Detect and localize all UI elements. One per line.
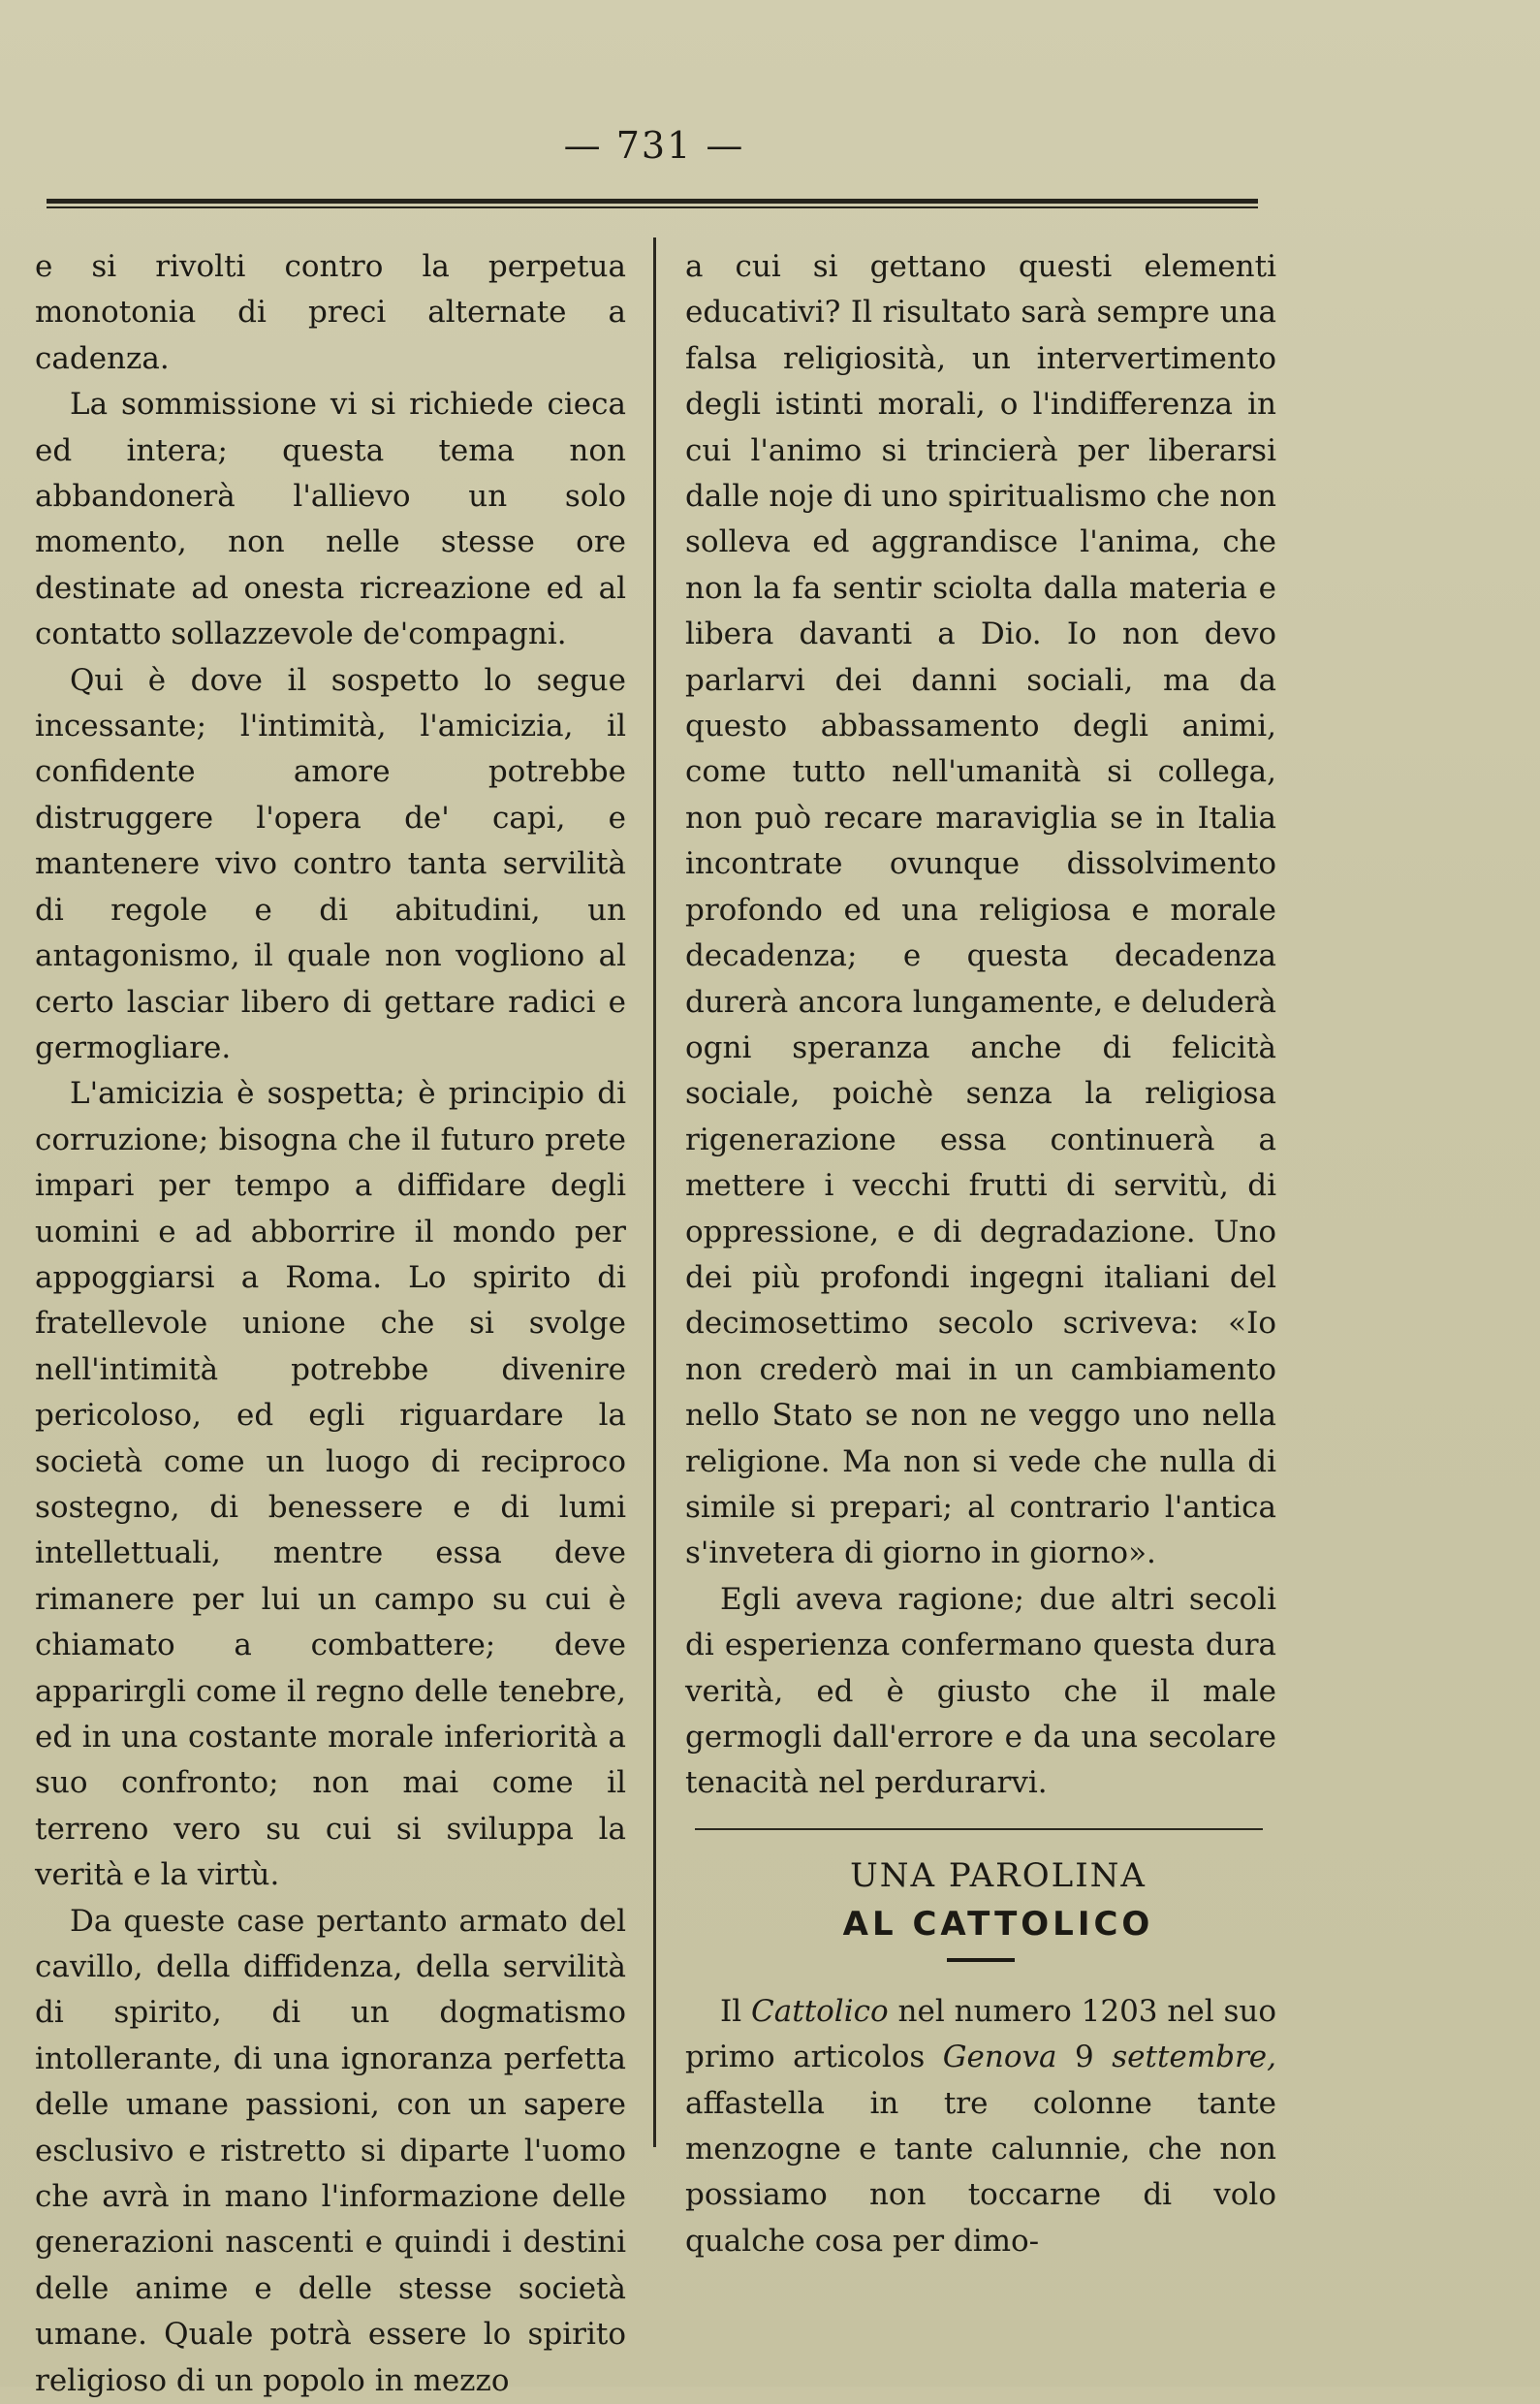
article-heading: [685, 1851, 1276, 1948]
right-paragraph-2: Egli aveva ragione; due altri secoli di esperienza confermano questa dura verità, ed è giusto che il male germogli dall'errore e da una secolare tenacità nel perdurarvi.: [685, 1581, 1276, 1801]
article-separator: [695, 1828, 1263, 1830]
left-paragraph-2: La sommissione vi si richiede cieca ed intera; questa tema non abbandonerà l'allievo un solo momento, non nelle stesse ore destinate ad onesta ricreazione ed al contatto sollazzevole de'compagni.: [35, 387, 626, 652]
article-paragraph: [685, 1989, 1276, 2264]
page-number: — 731 —: [563, 124, 745, 167]
article-text-3: 9: [1056, 2040, 1113, 2075]
heading-rule: [947, 1958, 1015, 1962]
right-paragraph-1: a cui si gettano questi elementi educativi? Il risultato sarà sempre una falsa religiosità, un intervertimento degli istinti morali, o l'indifferenza in cui l'animo si trincierà per liberarsi dalle noje di uno spiritualismo che non solleva ed aggrandisce l'anima, che non la fa sentir sciolta dalla materia e libera davanti a Dio. Io non devo parlarvi dei danni sociali, ma da questo abbassamento degli animi, come tutto nell'umanità si collega, non può recare maraviglia se in Italia incontrate ovunque dissolvimento profondo ed una religiosa e morale decadenza; e questa decadenza durerà ancora lungamente, e deluderà ogni speranza anche di felicità sociale, poichè senza la religiosa rigenerazione essa continuerà a mettere i vecchi frutti di servitù, di oppressione, e di degradazione. Uno dei più profondi ingegni italiani del decimosettimo secolo scriveva: «Io non crederò mai in un cambiamento nello Stato se non ne veggo uno nella religione. Ma non si vede che nulla di simile si prepari; al contrario l'antica s'invetera di giorno in giorno».: [685, 249, 1276, 1571]
column-divider: [653, 237, 656, 2147]
heading-line-2: AL CATTOLICO: [842, 1904, 1154, 1944]
heading-line-1: UNA PAROLINA: [850, 1855, 1147, 1895]
left-column: [35, 244, 626, 2404]
article-text-4: affastella in tre colonne tante menzogne e tante calunnie, che non possiamo non toccarne di volo qualche cosa per dimo-: [685, 2085, 1276, 2259]
header-rule: [47, 199, 1258, 208]
left-paragraph-1: e si rivolti contro la perpetua monotonia di preci alternate a cadenza.: [35, 249, 626, 376]
left-paragraph-5: Da queste case pertanto armato del cavillo, della diffidenza, della servilità di spirito, di un dogmatismo intollerante, di una ignoranza perfetta delle umane passioni, con un sapere esclusivo e ristretto si diparte l'uomo che avrà in mano l'informazione delle generazioni nascenti e quindi i destini delle anime e delle stesse società umane. Quale potrà essere lo spirito religioso di un popolo in mezzo: [35, 1903, 626, 2398]
article-italic-cattolico: Cattolico: [751, 1993, 889, 2029]
left-paragraph-4: L'amicizia è sospetta; è principio di corruzione; bisogna che il futuro prete impari per tempo a diffidare degli uomini e ad abborrire il mondo per appoggiarsi a Roma. Lo spirito di fratellevole unione che si svolge nell'intimità potrebbe divenire pericoloso, ed egli riguardare la società come un luogo di reciproco sostegno, di benessere e di lumi intellettuali, mentre essa deve rimanere per lui un campo su cui è chiamato a combattere; deve apparirgli come il regno delle tenebre, ed in una costante morale inferiorità a suo confronto; non mai come il terreno vero su cui si sviluppa la verità e la virtù.: [35, 1076, 626, 1893]
article-text-2: nel numero 1203 nel suo primo articolos: [685, 1993, 1277, 2075]
article-text-1: Il: [720, 1993, 752, 2029]
article-italic-settembre: settembre,: [1112, 2040, 1277, 2075]
left-paragraph-3: Qui è dove il sospetto lo segue incessante; l'intimità, l'amicizia, il confidente amore potrebbe distruggere l'opera de' capi, e mantenere vivo contro tanta servilità di regole e di abitudini, un antagonismo, il quale non vogliono al certo lasciar libero di gettare radici e germogliare.: [35, 662, 626, 1065]
right-column: [685, 244, 1276, 2264]
article-italic-genova: Genova: [942, 2040, 1057, 2075]
